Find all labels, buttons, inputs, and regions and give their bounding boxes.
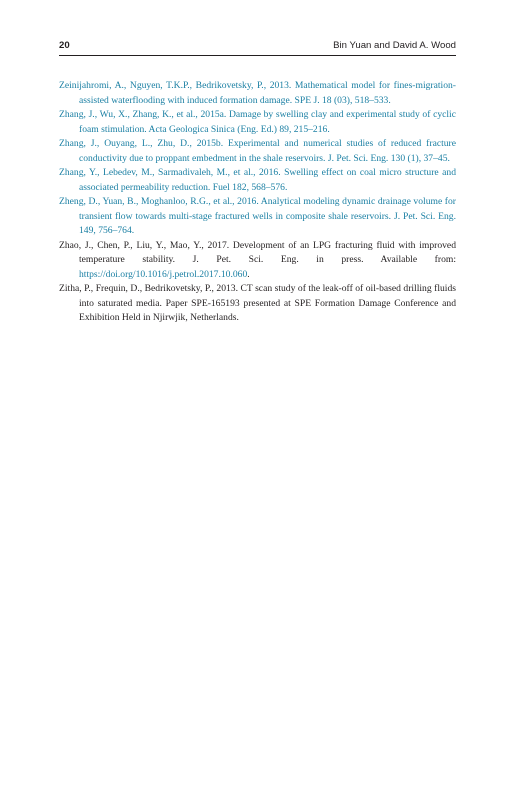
page-number: 20 bbox=[59, 40, 70, 51]
reference-text: Zhao, J., Chen, P., Liu, Y., Mao, Y., 2017. Development of an LPG fracturing fluid with improved temperature stability. J. Pet. Sci. Eng. in press. Available from: bbox=[59, 239, 456, 265]
running-head bbox=[59, 39, 456, 53]
reference-text: Zhang, J., Ouyang, L., Zhu, D., 2015b. Experimental and numerical studies of reduced fracture conductivity due to proppant embedment in the shale reservoirs. J. Pet. Sci. Eng. 130 (1), 37–45. bbox=[59, 138, 456, 164]
reference-item bbox=[59, 282, 456, 326]
reference-text: Zhang, Y., Lebedev, M., Sarmadivaleh, M., et al., 2016. Swelling effect on coal micro structure and associated permeability reduction. Fuel 182, 568–576. bbox=[59, 167, 456, 193]
reference-item[interactable] bbox=[59, 79, 456, 108]
reference-item bbox=[59, 239, 456, 283]
reference-item[interactable] bbox=[59, 137, 456, 166]
reference-text: Zeinijahromi, A., Nguyen, T.K.P., Bedrikovetsky, P., 2013. Mathematical model for fines-migration-assisted waterflooding with induced formation damage. SPE J. 18 (03), 518–533. bbox=[59, 80, 456, 106]
reference-text: Zheng, D., Yuan, B., Moghanloo, R.G., et al., 2016. Analytical modeling dynamic drainage volume for transient flow towards multi-stage fractured wells in composite shale reservoirs. J. Pet. Sci. Eng. 149, 756–764. bbox=[59, 196, 456, 236]
reference-end: . bbox=[247, 268, 250, 280]
reference-item[interactable] bbox=[59, 166, 456, 195]
reference-item[interactable] bbox=[59, 195, 456, 239]
reference-text: Zhang, J., Wu, X., Zhang, K., et al., 2015a. Damage by swelling clay and experimental study of cyclic foam stimulation. Acta Geologica Sinica (Eng. Ed.) 89, 215–216. bbox=[59, 109, 456, 135]
header-rule bbox=[59, 55, 456, 56]
reference-list bbox=[59, 79, 456, 326]
doi-link[interactable]: https://doi.org/10.1016/j.petrol.2017.10.060 bbox=[79, 268, 248, 280]
reference-item[interactable] bbox=[59, 108, 456, 137]
header-authors: Bin Yuan and David A. Wood bbox=[333, 40, 456, 51]
reference-text: Zitha, P., Frequin, D., Bedrikovetsky, P., 2013. CT scan study of the leak-off of oil-based drilling fluids into saturated media. Paper SPE-165193 presented at SPE Formation Damage Conference and Exhibition Held in Njirwjik, Netherlands. bbox=[59, 283, 456, 323]
